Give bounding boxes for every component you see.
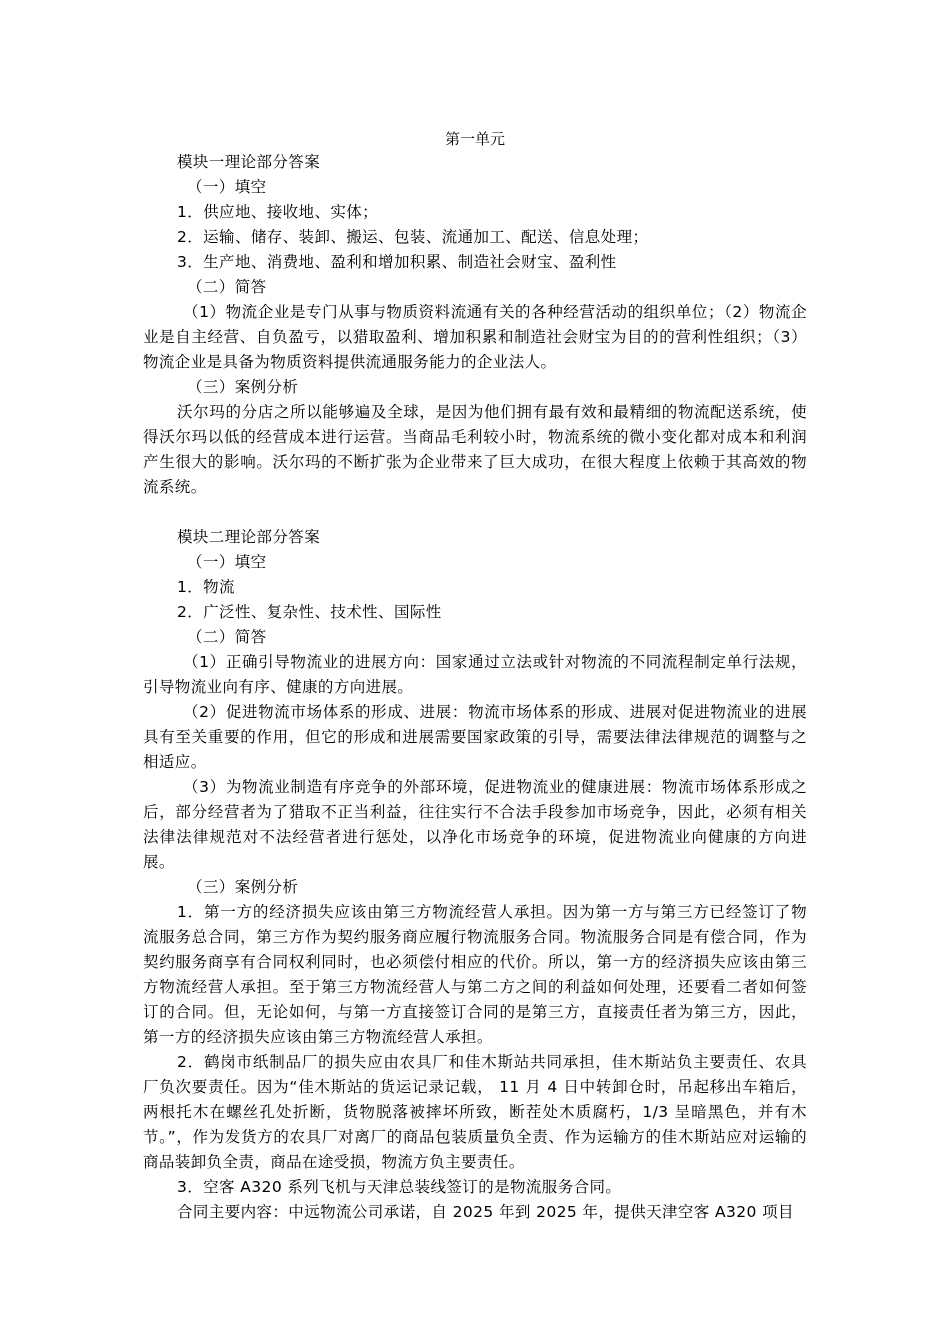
document-title: 第一单元 — [444, 130, 505, 148]
module1-case-answer: 沃尔玛的分店之所以能够遍及全球，是因为他们拥有最有效和最精细的物流配送系统，使得沃尔玛以低的经营成本进行运营。当商品毛利较小时，物流系统的微小变化都对成本和利润产生很大的影响。沃尔玛的不断扩张为企业带来了巨大成功，在很大程度上依赖于其高效的物流系统。 — [143, 403, 807, 496]
module2-fill-heading: （一）填空 — [187, 553, 267, 571]
module1-case-heading: （三）案例分析 — [187, 378, 299, 396]
module1-short-heading: （二）简答 — [187, 278, 267, 296]
module1-fill-item: 1．供应地、接收地、实体； — [177, 203, 379, 221]
module2-case-answer: 合同主要内容：中远物流公司承诺，自 2025 年到 2025 年，提供天津空客 A320 项目 — [177, 1203, 794, 1221]
module2-fill-item: 1．物流 — [177, 578, 235, 596]
module2-case-answer: 1．第一方的经济损失应该由第三方物流经营人承担。因为第一方与第三方已经签订了物流服务总合同，第三方作为契约服务商应履行物流服务合同。物流服务合同是有偿合同，作为契约服务商享有合同权利同时，也必须偿付相应的代价。所以，第一方的经济损失应该由第三方物流经营人承担。至于第三方物流经营人与第二方之间的利益如何处理，还要看二者如何签订的合同。但，无论如何，与第一方直接签订合同的是第三方，直接责任者为第三方，因此，第一方的经济损失应该由第三方物流经营人承担。 — [143, 903, 807, 1046]
module2-short-heading: （二）简答 — [187, 628, 267, 646]
module2-case-answer: 3．空客 A320 系列飞机与天津总装线签订的是物流服务合同。 — [177, 1178, 622, 1196]
module2-short-answer: （2）促进物流市场体系的形成、进展：物流市场体系的形成、进展对促进物流业的进展具有至关重要的作用，但它的形成和进展需要国家政策的引导，需要法律法律规范的调整与之相适应。 — [143, 703, 807, 771]
module1-heading: 模块一理论部分答案 — [177, 153, 321, 171]
module1-fill-item: 2．运输、储存、装卸、搬运、包装、流通加工、配送、信息处理； — [177, 228, 649, 246]
module2-case-answer: 2．鹤岗市纸制品厂的损失应由农具厂和佳木斯站共同承担，佳木斯站负主要责任、农具厂负次要责任。因为“佳木斯站的货运记录记载， 11 月 4 日中转卸仓时，吊起移出车箱后，两根托木在螺丝孔处折断，货物脱落被摔坏所致，断茬处木质腐朽，1/3 呈暗黑色，并有木节。”，作为发货方的农具厂对离厂的商品包装质量负全责、作为运输方的佳木斯站应对运输的商品装卸负全责，商品在途受损，物流方负主要责任。 — [143, 1053, 807, 1171]
module2-heading: 模块二理论部分答案 — [177, 528, 321, 546]
module1-short-answer: （1）物流企业是专门从事与物质资料流通有关的各种经营活动的组织单位；（2）物流企业是自主经营、自负盈亏，以猎取盈利、增加积累和制造社会财宝为目的的营利性组织；（3）物流企业是具备为物质资料提供流通服务能力的企业法人。 — [143, 303, 807, 371]
document-body — [143, 150, 807, 1225]
section-gap — [143, 500, 807, 525]
module1-fill-heading: （一）填空 — [187, 178, 267, 196]
module2-fill-item: 2．广泛性、复杂性、技术性、国际性 — [177, 603, 442, 621]
module2-case-heading: （三）案例分析 — [187, 878, 299, 896]
module2-short-answer: （1）正确引导物流业的进展方向：国家通过立法或针对物流的不同流程制定单行法规，引导物流业向有序、健康的方向进展。 — [143, 653, 807, 696]
module2-short-answer: （3）为物流业制造有序竞争的外部环境，促进物流业的健康进展：物流市场体系形成之后，部分经营者为了猎取不正当利益，往往实行不合法手段参加市场竞争，因此，必须有相关法律法律规范对不法经营者进行惩处，以净化市场竞争的环境，促进物流业向健康的方向进展。 — [143, 778, 807, 871]
module1-fill-item: 3．生产地、消费地、盈利和增加积累、制造社会财宝、盈利性 — [177, 253, 617, 271]
